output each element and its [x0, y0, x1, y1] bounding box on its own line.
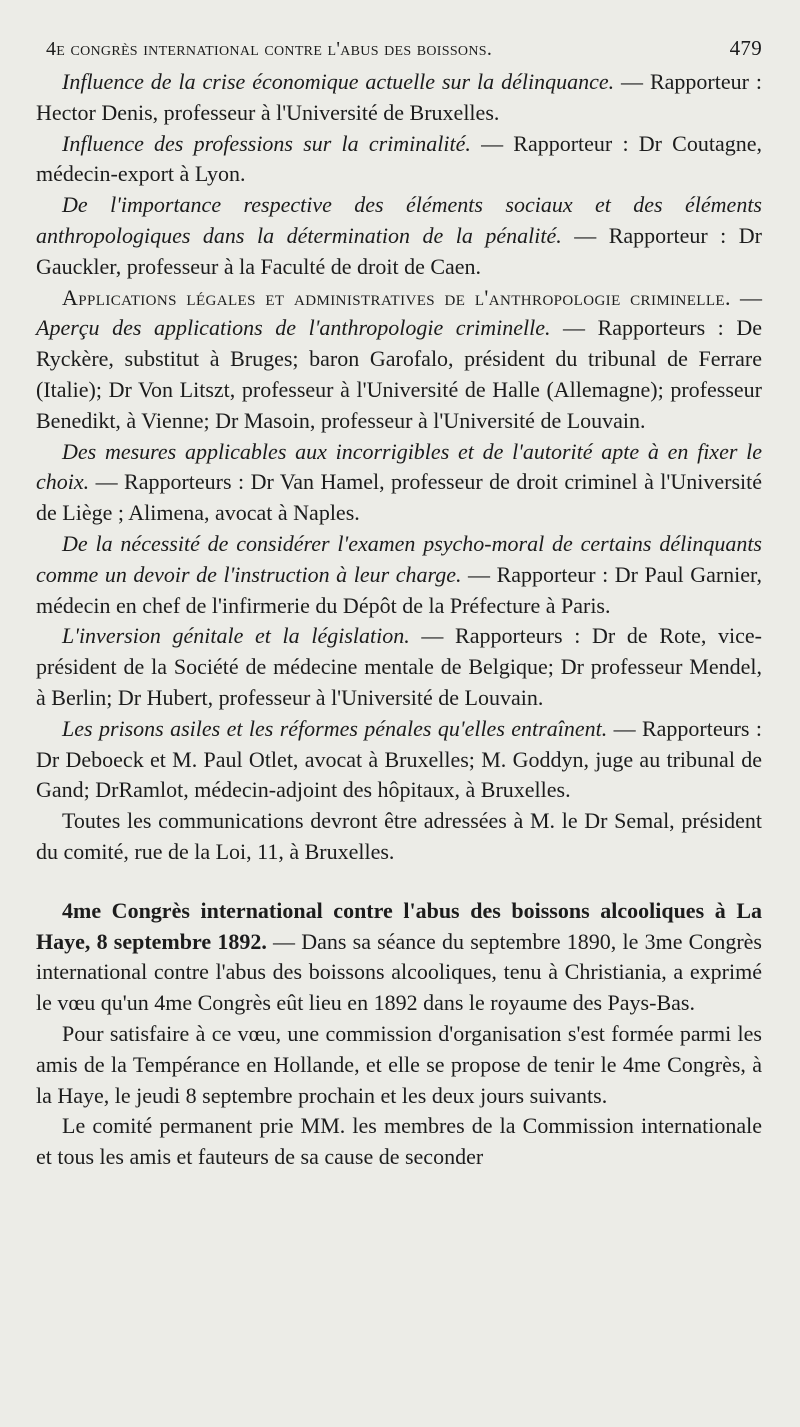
page-body: [36, 67, 762, 1173]
paragraph-congres-la-haye: 4me Congrès international contre l'abus des boissons alcooliques à La Haye, 8 septembre 1892. — Dans sa séance du septembre 1890, le 3me Congrès international contre l'abus des boissons alcooliques, tenu à Christiania, a exprimé le vœu qu'un 4me Congrès eût lieu en 1892 dans le royaume des Pays-Bas.: [36, 897, 762, 1016]
running-header: [36, 36, 762, 61]
paragraph-crise-economique: Influence de la crise économique actuelle sur la délinquance. — Rapporteur : Hector Denis, professeur à l'Université de Bruxelles.: [36, 69, 762, 125]
paragraph-incorrigibles: Des mesures applicables aux incorrigibles et de l'autorité apte à en fixer le choix. — Rapporteurs : Dr Van Hamel, professeur de droit criminel à l'Université de Liège ; Alimena, avocat à Naples.: [36, 438, 762, 526]
paragraph-applications-legales: Applications légales et administratives de l'anthropologie criminelle. — Aperçu des applications de l'anthropologie criminelle. — Rapporteurs : De Ryckère, substitut à Bruges; baron Garofalo, président du tribunal de Ferrare (Italie); Dr Von Litszt, professeur à l'Université de Halle (Allemagne); professeur Benedikt, à Vienne; Dr Masoin, professeur à l'Université de Louvain.: [36, 284, 762, 433]
paragraph-inversion-genitale: L'inversion génitale et la législation. — Rapporteurs : Dr de Rote, vice-président de la Société de médecine mentale de Belgique; Dr professeur Mendel, à Berlin; Dr Hubert, professeur à l'Université de Louvain.: [36, 623, 763, 710]
running-title: 4e congrès international contre l'abus des boissons.: [46, 38, 493, 60]
section-title: 4me Congrès international contre l'abus des boissons alcooliques à La Haye, 8 septembre 1892.: [36, 897, 762, 954]
paragraph-elements-sociaux: De l'importance respective des éléments sociaux et des éléments anthropologiques dans la détermination de la pénalité. — Rapporteur : Dr Gauckler, professeur à la Faculté de droit de Caen.: [36, 192, 762, 279]
paragraph-communications: Toutes les communications devront être adressées à M. le Dr Semal, président du comité, rue de la Loi, 11, à Bruxelles.: [36, 808, 762, 864]
paragraph-commission: Pour satisfaire à ce vœu, une commission d'organisation s'est formée parmi les amis de la Tempérance en Hollande, et elle se propose de tenir le 4me Congrès, à la Haye, le jeudi 8 septembre prochain et les deux jours suivants.: [36, 1020, 762, 1108]
section-gap: [36, 868, 762, 896]
section-heading-smallcaps: Applications légales et administratives de l'anthropologie criminelle.: [62, 284, 731, 310]
paragraph-comite-permanent: Le comité permanent prie MM. les membres de la Commission internationale et tous les amis et fauteurs de sa cause de seconder: [36, 1113, 762, 1170]
paragraph-examen-psycho-moral: De la nécessité de considérer l'examen psycho-moral de certains délinquants comme un devoir de l'instruction à leur charge. — Rapporteur : Dr Paul Garnier, médecin en chef de l'infirmerie du Dépôt de la Préfecture à Paris.: [36, 530, 763, 618]
page-number: 479: [729, 36, 762, 60]
paragraph-professions: Influence des professions sur la criminalité. — Rapporteur : Dr Coutagne, médecin-export à Lyon.: [36, 130, 762, 187]
paragraph-prisons-asiles: Les prisons asiles et les réformes pénales qu'elles entraînent. — Rapporteurs : Dr Deboeck et M. Paul Otlet, avocat à Bruxelles; M. Goddyn, juge au tribunal de Gand; DrRamlot, médecin-adjoint des hôpitaux, à Bruxelles.: [36, 715, 762, 803]
